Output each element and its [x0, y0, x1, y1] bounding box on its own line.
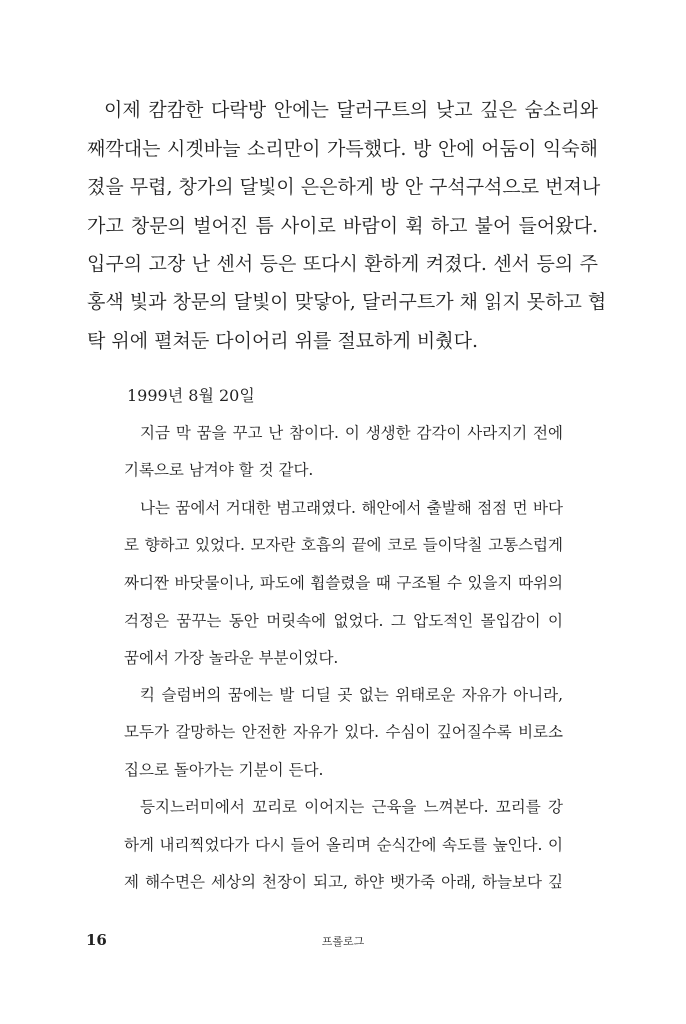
text-line: 모두가 갈망하는 안전한 자유가 있다. 수심이 깊어질수록 비로소 [124, 723, 563, 741]
text-line: 꿈에서 가장 놀라운 부분이었다. [124, 649, 339, 667]
text-line: 탁 위에 펼쳐둔 다이어리 위를 절묘하게 비췄다. [87, 330, 479, 352]
text-line: 입구의 고장 난 센서 등은 또다시 환하게 켜졌다. 센서 등의 주 [87, 253, 598, 275]
text-line: 째깍대는 시곗바늘 소리만이 가득했다. 방 안에 어둠이 익숙해 [87, 138, 598, 160]
text-line: 집으로 돌아가는 기분이 든다. [124, 761, 324, 779]
page-number: 16 [86, 931, 107, 949]
text-line: 기록으로 남겨야 할 것 같다. [124, 461, 314, 479]
running-head: 프롤로그 [321, 935, 365, 948]
text-line: 하게 내리찍었다가 다시 들어 올리며 순식간에 속도를 높인다. 이 [124, 836, 563, 854]
text-line: 걱정은 꿈꾸는 동안 머릿속에 없었다. 그 압도적인 몰입감이 이 [124, 612, 563, 630]
text-line: 제 해수면은 세상의 천장이 되고, 하얀 뱃가죽 아래, 하늘보다 깊 [124, 873, 563, 891]
text-line: 나는 꿈에서 거대한 범고래였다. 해안에서 출발해 점점 먼 바다 [140, 499, 563, 517]
text-line: 등지느러미에서 꼬리로 이어지는 근육을 느껴본다. 꼬리를 강 [140, 798, 563, 816]
diary-date: 1999년 8월 20일 [127, 386, 255, 405]
text-line: 킥 슬럼버의 꿈에는 발 디딜 곳 없는 위태로운 자유가 아니라, [140, 686, 563, 704]
text-line: 로 향하고 있었다. 모자란 호흡의 끝에 코로 들이닥칠 고통스럽게 [124, 536, 563, 554]
text-line: 홍색 빛과 창문의 달빛이 맞닿아, 달러구트가 채 읽지 못하고 협 [87, 291, 607, 313]
text-line: 졌을 무렵, 창가의 달빛이 은은하게 방 안 구석구석으로 번져나 [87, 176, 601, 198]
text-line: 짜디짠 바닷물이나, 파도에 휩쓸렸을 때 구조될 수 있을지 따위의 [124, 574, 563, 592]
text-line: 가고 창문의 벌어진 틈 사이로 바람이 휙 하고 불어 들어왔다. [87, 215, 598, 237]
text-line: 이제 캄캄한 다락방 안에는 달러구트의 낮고 깊은 숨소리와 [104, 99, 598, 121]
text-line: 지금 막 꿈을 꾸고 난 참이다. 이 생생한 감각이 사라지기 전에 [140, 424, 563, 442]
